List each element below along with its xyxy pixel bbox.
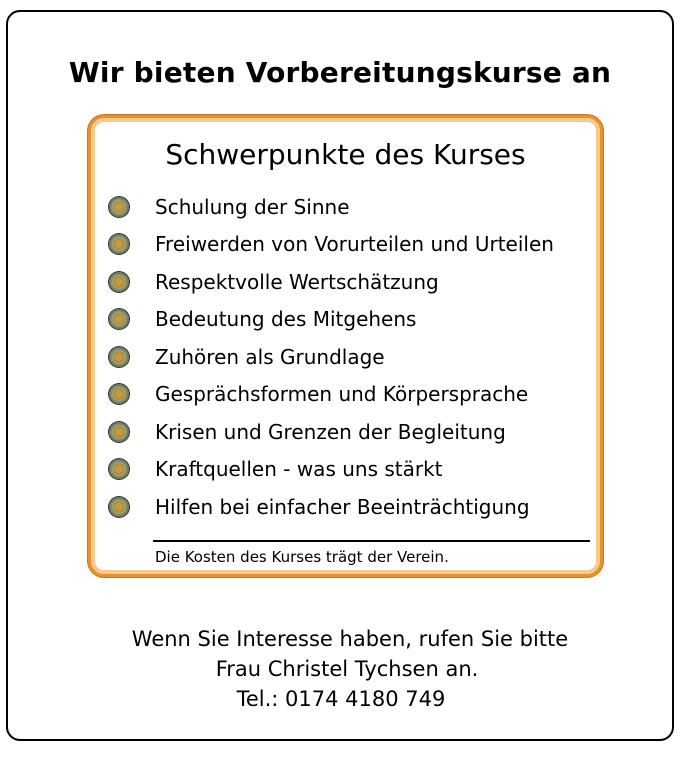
contact-phone: Tel.: 0174 4180 749 <box>236 687 446 711</box>
topic-label: Bedeutung des Mitgehens <box>155 307 417 332</box>
divider <box>153 540 590 542</box>
contact-line-request: Wenn Sie Interesse haben, rufen Sie bitte <box>131 627 569 651</box>
list-item <box>109 376 554 414</box>
round-bullet-icon <box>109 272 129 292</box>
topic-label: Hilfen bei einfacher Beeinträchtigung <box>155 494 530 519</box>
contact-block <box>8 624 672 714</box>
round-bullet-icon <box>109 234 129 254</box>
topic-label: Freiwerden von Vorurteilen und Urteilen <box>155 232 554 257</box>
card-title: Schwerpunkte des Kurses <box>165 138 526 171</box>
list-item <box>109 451 554 489</box>
list-item <box>109 488 554 526</box>
topic-label: Kraftquellen - was uns stärkt <box>155 457 443 482</box>
cost-note: Die Kosten des Kurses trägt der Verein. <box>155 548 449 566</box>
round-bullet-icon <box>109 497 129 517</box>
topic-label: Zuhören als Grundlage <box>155 344 385 369</box>
list-item <box>109 301 554 339</box>
round-bullet-icon <box>109 309 129 329</box>
round-bullet-icon <box>109 459 129 479</box>
round-bullet-icon <box>109 384 129 404</box>
round-bullet-icon <box>109 422 129 442</box>
topic-label: Krisen und Grenzen der Begleitung <box>155 419 506 444</box>
list-item <box>109 263 554 301</box>
list-item <box>109 188 554 226</box>
headline: Wir bieten Vorbereitungskurse an <box>68 56 612 89</box>
round-bullet-icon <box>109 347 129 367</box>
contact-line-name: Frau Christel Tychsen an. <box>215 657 479 681</box>
list-item <box>109 226 554 264</box>
topic-list <box>109 188 554 526</box>
list-item <box>109 338 554 376</box>
topic-label: Schulung der Sinne <box>155 194 350 219</box>
topic-label: Respektvolle Wertschätzung <box>155 269 439 294</box>
course-focus-card <box>88 115 603 577</box>
topic-label: Gesprächsformen und Körpersprache <box>155 382 529 407</box>
list-item <box>109 413 554 451</box>
round-bullet-icon <box>109 197 129 217</box>
flyer-page <box>6 10 674 741</box>
